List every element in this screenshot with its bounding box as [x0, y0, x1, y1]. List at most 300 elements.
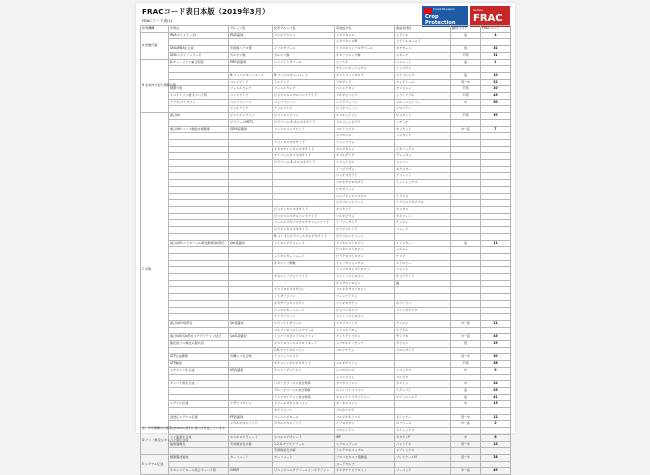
table-cell — [451, 106, 481, 113]
table-cell: マイコシールド — [395, 394, 451, 401]
table-cell: 24 — [481, 381, 511, 388]
table-row — [141, 227, 511, 234]
table-cell: ベンズアミド — [229, 79, 273, 86]
table-cell — [451, 374, 481, 381]
table-cell: ビタバックス — [395, 146, 451, 153]
table-row — [141, 180, 511, 187]
column-header: 商品名(例) — [395, 26, 451, 33]
table-cell — [169, 227, 229, 234]
table-row — [141, 408, 511, 415]
table-cell: オキシテトラサイクリン — [335, 394, 395, 401]
table-cell — [169, 267, 229, 274]
table-cell — [481, 428, 511, 435]
table-row — [141, 434, 511, 441]
table-cell — [273, 374, 335, 381]
table-cell: リドミルゴールド — [395, 39, 451, 46]
table-cell: ナリア — [395, 253, 451, 260]
table-cell — [229, 39, 273, 46]
table-cell: トリアゾロピリミジルアミン — [273, 334, 335, 341]
table-cell — [451, 119, 481, 126]
table-cell — [481, 66, 511, 73]
table-cell: 中~高 — [451, 421, 481, 428]
table-cell: メチオニン生合成 — [169, 367, 229, 374]
table-cell — [481, 314, 511, 321]
page-title: FRACコード表日本版（2019年3月） — [142, 7, 270, 16]
table-cell — [273, 186, 335, 193]
frac-logo-text: FRAC — [473, 13, 503, 24]
table-cell — [395, 139, 451, 146]
table-row — [141, 468, 511, 475]
table-cell — [451, 160, 481, 167]
table-cell: モンセレン — [395, 86, 451, 93]
table-cell: ピラゾール-5-カルボキサミド — [273, 119, 335, 126]
table-cell — [481, 106, 511, 113]
table-cell — [229, 186, 273, 193]
table-cell — [169, 133, 229, 140]
document-page — [136, 3, 515, 473]
table-cell: ピリオフェノン — [335, 106, 395, 113]
table-cell — [451, 280, 481, 287]
table-cell — [169, 387, 229, 394]
table-row — [141, 86, 511, 93]
table-cell: チオファネートメチル — [335, 66, 395, 73]
table-cell: アシルアラニン — [273, 32, 335, 39]
table-row — [141, 374, 511, 381]
table-cell — [169, 193, 229, 200]
table-cell: 低 — [451, 341, 481, 348]
table-cell: フルジオキソニル — [335, 414, 395, 421]
table-cell: ホスホロチオレート — [273, 434, 335, 441]
table-row — [141, 220, 511, 227]
table-cell: シアゾファミド — [335, 320, 395, 327]
table-cell: ピリジニルメチルベンズアミド — [273, 93, 335, 100]
table-cell — [481, 186, 511, 193]
table-cell — [481, 461, 511, 468]
table-cell — [229, 300, 273, 307]
table-row — [141, 300, 511, 307]
table-cell — [169, 186, 229, 193]
table-cell — [169, 72, 229, 79]
table-cell: アグレプト — [395, 387, 451, 394]
table-cell: アメトクトラジン — [335, 334, 395, 341]
table-cell: タンパク質生合成 — [169, 381, 229, 388]
table-cell — [481, 193, 511, 200]
table-cell — [169, 119, 229, 126]
table-cell: ピペリジニルチアゾールイソキサゾリン — [273, 468, 335, 475]
table-cell — [273, 247, 335, 254]
table-cell — [451, 193, 481, 200]
table-cell — [229, 213, 273, 220]
table-cell — [169, 233, 229, 240]
table-cell: 49 — [481, 468, 511, 475]
table-cell: フラメトピル — [335, 160, 395, 167]
table-cell — [451, 186, 481, 193]
table-cell: パンソイル — [395, 441, 451, 448]
table-cell: 39 — [481, 113, 511, 120]
table-cell: フルアジナム — [335, 347, 395, 354]
table-cell: アニリノピリミジン — [273, 367, 335, 374]
table-cell — [273, 39, 335, 46]
table-cell: 中 — [451, 401, 481, 408]
table-cell: アゾキシストロビン — [335, 240, 395, 247]
table-cell — [229, 428, 273, 435]
table-row — [141, 39, 511, 46]
column-header: 作用点 — [169, 26, 229, 33]
table-cell — [229, 287, 273, 294]
table-row — [141, 139, 511, 146]
table-row — [141, 72, 511, 79]
table-cell — [451, 39, 481, 46]
table-cell — [451, 200, 481, 207]
table-cell — [229, 153, 273, 160]
table-cell: ビキサフェン — [335, 186, 395, 193]
table-cell: 11 — [481, 240, 511, 247]
table-cell: 低~中 — [451, 441, 481, 448]
table-cell — [273, 267, 335, 274]
table-cell: 50 — [481, 99, 511, 106]
table-cell: スミブレンド — [395, 72, 451, 79]
table-row — [141, 240, 511, 247]
table-cell: クレソキシムメチル — [335, 260, 395, 267]
table-row — [141, 267, 511, 274]
table-row — [141, 367, 511, 374]
table-row — [141, 113, 511, 120]
table-cell — [229, 220, 273, 227]
table-cell — [273, 461, 335, 468]
table-cell: モンカット — [395, 126, 451, 133]
table-cell: 中~高 — [451, 334, 481, 341]
table-cell — [481, 347, 511, 354]
table-cell — [229, 166, 273, 173]
table-cell — [229, 374, 273, 381]
table-cell: フリント — [395, 267, 451, 274]
table-cell — [169, 160, 229, 167]
table-cell: ジカルボキシイミド — [273, 421, 335, 428]
table-cell: カスガマイシン — [335, 381, 395, 388]
table-cell — [229, 133, 273, 140]
table-cell: 芳香族炭化水素 — [273, 448, 335, 455]
table-cell: セイビアー — [395, 414, 451, 421]
table-cell: カラセン — [395, 341, 451, 348]
table-cell: ジヒドロジオキサジン — [273, 287, 335, 294]
table-cell: 31 — [481, 52, 511, 59]
table-cell: アクチン/ミオシン — [169, 99, 229, 106]
table-cell — [451, 253, 481, 260]
table-cell — [169, 274, 229, 281]
table-cell — [169, 448, 229, 455]
table-cell: 9 — [481, 367, 511, 374]
table-row — [141, 93, 511, 100]
table-cell — [169, 347, 229, 354]
table-cell: オリブライト — [395, 274, 451, 281]
table-cell: シプロジニル — [335, 367, 395, 374]
table-row — [141, 387, 511, 394]
table-cell — [395, 287, 451, 294]
table-cell — [229, 381, 273, 388]
table-cell: 32 — [481, 46, 511, 53]
table-cell: QoSI殺菌剤 — [229, 334, 273, 341]
table-cell: 30 — [481, 354, 511, 361]
table-row — [141, 79, 511, 86]
table-cell — [229, 461, 273, 468]
table-cell: ピコキシストロビン — [335, 247, 395, 254]
table-cell — [395, 361, 451, 368]
table-cell — [169, 180, 229, 187]
crop-logo-line2: Protection — [425, 20, 456, 26]
table-cell: ゾーベック — [395, 468, 451, 475]
table-cell: 13 — [481, 401, 511, 408]
table-cell: 中~高 — [451, 320, 481, 327]
table-cell: 28 — [481, 455, 511, 462]
table-cell: テトラサイクリン抗生物質 — [273, 394, 335, 401]
table-cell — [169, 327, 229, 334]
table-cell — [451, 180, 481, 187]
table-cell: ピリミジンアミン — [273, 113, 335, 120]
table-cell: 2,6-ジニトロアニリン — [273, 347, 335, 354]
table-cell: プレビクールN — [395, 455, 451, 462]
column-header: FRACコード — [481, 26, 511, 33]
table-cell — [395, 314, 451, 321]
table-cell: フランカルボキサミド — [273, 139, 335, 146]
table-cell: エクロメゾール — [335, 441, 395, 448]
table-cell — [451, 139, 481, 146]
table-cell — [481, 200, 511, 207]
table-cell — [481, 448, 511, 455]
table-row — [141, 455, 511, 462]
table-cell: メトキシカーバメート — [273, 253, 335, 260]
table-cell: フェニルウレア — [229, 86, 273, 93]
table-cell — [169, 39, 229, 46]
table-cell — [169, 260, 229, 267]
table-cell: 低~中 — [451, 79, 481, 86]
table-cell: フェニルウレア — [273, 86, 335, 93]
table-cell — [451, 247, 481, 254]
column-header: 化学グループ名 — [273, 26, 335, 33]
table-cell: メプロニル — [335, 133, 395, 140]
table-cell: チフルザミド — [335, 153, 395, 160]
table-cell: 細胞膜透過性 — [169, 455, 229, 462]
table-cell: プロパモカルブ塩酸塩 — [335, 455, 395, 462]
table-cell: オキサゾリジンジオン — [273, 300, 335, 307]
table-cell: 低~中 — [451, 354, 481, 361]
table-cell: 芳香族ヘテロ環 — [229, 46, 273, 53]
footnote: 注）作用機構の分類等はFRACの資料に基づき作成しています。 — [142, 426, 228, 430]
table-cell: オラクル — [395, 327, 451, 334]
table-row — [141, 287, 511, 294]
table-row — [141, 381, 511, 388]
table-cell — [451, 314, 481, 321]
table-cell: オキシミノアセトアミド — [273, 274, 335, 281]
table-cell — [451, 166, 481, 173]
table-cell — [451, 260, 481, 267]
table-row — [141, 274, 511, 281]
table-cell — [451, 153, 481, 160]
table-cell: アリールオキシキノリン — [273, 401, 335, 408]
table-cell: オキサチインカルボキサミド — [273, 146, 335, 153]
table-cell — [481, 253, 511, 260]
table-cell: オキシステロール結合タンパク質 — [169, 468, 229, 475]
table-cell — [229, 193, 273, 200]
table-cell: 2 — [481, 421, 511, 428]
table-cell — [451, 461, 481, 468]
table-cell: カーバメート — [229, 455, 273, 462]
table-cell: スペクトリン様タンパク質 — [169, 93, 229, 100]
table-cell — [273, 428, 335, 435]
table-caption: FRACコード表(1) — [142, 18, 173, 23]
table-cell — [451, 294, 481, 301]
table-cell: 中 — [451, 434, 481, 441]
table-cell: AP殺菌剤 — [229, 367, 273, 374]
table-cell — [395, 186, 451, 193]
table-cell: 41 — [481, 394, 511, 401]
table-row — [141, 307, 511, 314]
table-cell: ヘキソピラノシル抗生物質 — [273, 381, 335, 388]
table-cell: シアノイミダゾール — [273, 320, 335, 327]
table-cell: カルボン酸 — [273, 52, 335, 59]
table-cell: アミスター — [395, 240, 451, 247]
table-cell: 1 — [481, 59, 511, 66]
table-cell — [169, 247, 229, 254]
table-row — [141, 66, 511, 73]
table-cell: 複合体III:Qo部位スチグマテリン結合 — [169, 334, 229, 341]
table-cell — [481, 300, 511, 307]
table-cell — [481, 247, 511, 254]
table-cell: 高 — [451, 387, 481, 394]
table-cell — [229, 314, 273, 321]
crop-logo-line1: Crop — [425, 14, 439, 20]
table-cell — [169, 213, 229, 220]
table-cell — [229, 267, 273, 274]
table-cell: 高 — [451, 72, 481, 79]
table-cell — [229, 327, 273, 334]
table-cell: ヨードカルブ — [335, 461, 395, 468]
table-cell — [273, 280, 335, 287]
table-cell: メジャー — [395, 247, 451, 254]
table-cell — [273, 193, 335, 200]
table-cell: ハチハチ — [395, 119, 451, 126]
table-cell: シグナル伝達 — [169, 401, 229, 408]
table-row — [141, 160, 511, 167]
table-cell — [273, 166, 335, 173]
table-cell: イソフェタミド — [335, 220, 395, 227]
table-cell: ATP合成酵素 — [169, 354, 229, 361]
table-cell: 12 — [481, 414, 511, 421]
table-cell: ストロビー — [395, 260, 451, 267]
table-cell — [481, 274, 511, 281]
table-cell — [229, 448, 273, 455]
table-cell: フルトラニル — [335, 126, 395, 133]
table-cell: ピラジンカルボキサミド — [273, 227, 335, 234]
table-cell: リライアブル — [395, 93, 451, 100]
table-cell: カスミン — [395, 381, 451, 388]
table-cell: 4 — [481, 32, 511, 39]
table-row — [141, 206, 511, 213]
table-cell: 複合体III:ユビキノール酸化酵素Qo部位 — [169, 240, 229, 247]
table-cell — [451, 227, 481, 234]
table-cell: ゾキサミド — [335, 79, 395, 86]
table-cell: オリサストロビン — [335, 280, 395, 287]
table-cell: フェニルピロール — [273, 414, 335, 421]
table-cell — [169, 79, 229, 86]
table-cell: フルピカ — [395, 374, 451, 381]
table-cell: PP殺菌剤 — [229, 414, 273, 421]
table-cell: チアゾールカルボキサミド — [273, 153, 335, 160]
table-cell: シルチオファム — [335, 361, 395, 368]
moa-group-cell: E シグナル伝達 — [141, 455, 169, 475]
table-cell: DNA/RNA生合成 — [169, 46, 229, 53]
table-cell — [229, 160, 273, 167]
table-cell — [273, 200, 335, 207]
table-cell — [481, 180, 511, 187]
table-cell — [169, 173, 229, 180]
table-cell: ベンズアミド — [229, 93, 273, 100]
table-cell: ケンジャ — [395, 220, 451, 227]
frac-logo — [470, 6, 510, 27]
table-row — [141, 52, 511, 59]
table-cell — [395, 461, 451, 468]
table-cell — [169, 146, 229, 153]
table-cell: カルボキシン — [335, 146, 395, 153]
column-header: グループ名 — [229, 26, 273, 33]
table-cell: ペンチオピラド — [335, 173, 395, 180]
table-cell: ベンゾイミダゾール — [273, 59, 335, 66]
table-cell: リンバー — [395, 160, 451, 167]
moa-group-cell: A 核酸代謝 — [141, 32, 169, 59]
table-row — [141, 99, 511, 106]
table-cell: ホスホロチオレート — [229, 434, 273, 441]
table-cell: 複合体III:Qi部位 — [169, 320, 229, 327]
table-cell — [169, 287, 229, 294]
table-cell: 酸化的リン酸化の脱共役 — [169, 341, 229, 348]
table-cell — [481, 260, 511, 267]
table-cell: 複合体I — [169, 113, 229, 120]
table-row — [141, 193, 511, 200]
table-cell — [451, 173, 481, 180]
table-cell: カルボン酸 — [229, 52, 273, 59]
table-cell — [229, 294, 273, 301]
table-cell: フェンフラム — [335, 139, 395, 146]
table-cell: リドミル — [395, 32, 451, 39]
table-cell: ベンゾフェノン — [229, 99, 273, 106]
table-cell: ジカルボキシイミド — [229, 421, 273, 428]
table-cell — [451, 267, 481, 274]
table-cell — [395, 294, 451, 301]
table-cell — [229, 66, 273, 73]
table-cell: ミラビス — [395, 193, 451, 200]
table-cell: 10 — [481, 72, 511, 79]
table-cell — [229, 408, 273, 415]
table-cell: グレータム — [395, 153, 451, 160]
table-cell: IBP — [335, 434, 395, 441]
table-cell — [169, 294, 229, 301]
table-cell: ファンタジスタ — [395, 307, 451, 314]
table-cell: N-メトキシピラゾールカルボキサミド — [273, 233, 335, 240]
table-cell: プロキナジド — [335, 408, 395, 415]
table-row — [141, 106, 511, 113]
table-row — [141, 354, 511, 361]
table-cell: ジフルメトリム — [335, 113, 395, 120]
table-cell: ホライズン — [395, 300, 451, 307]
table-cell: 複合体II:コハク酸脱水素酵素 — [169, 126, 229, 133]
table-cell: イミダゾリノン — [273, 294, 335, 301]
table-cell — [481, 213, 511, 220]
frac-logo-small: Global — [473, 8, 483, 12]
table-cell: パレード — [395, 227, 451, 234]
table-cell: メトミノストロビン — [335, 314, 395, 321]
table-cell: メパニピリム — [335, 374, 395, 381]
table-row — [141, 294, 511, 301]
table-cell — [169, 408, 229, 415]
